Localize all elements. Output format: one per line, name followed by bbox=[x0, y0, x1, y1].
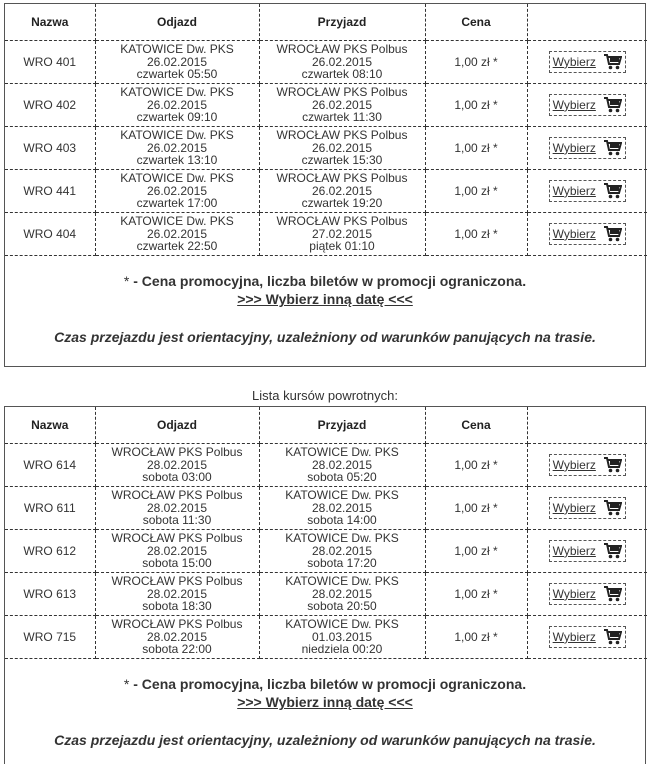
departure-cell bbox=[95, 530, 259, 573]
arrival-time: sobota 20:50 bbox=[307, 599, 377, 614]
select-button[interactable] bbox=[549, 223, 626, 245]
departure-place: KATOWICE Dw. PKS bbox=[120, 85, 234, 100]
cart-icon bbox=[604, 54, 622, 70]
arrival-date: 28.02.2015 bbox=[311, 500, 373, 515]
arrival-place: KATOWICE Dw. PKS bbox=[285, 531, 399, 546]
arrival-cell bbox=[259, 170, 425, 213]
other-date-link[interactable]: >>> Wybierz inną datę <<< bbox=[237, 694, 413, 710]
departure-place: KATOWICE Dw. PKS bbox=[120, 128, 234, 143]
notes bbox=[5, 659, 645, 748]
route-name: WRO 613 bbox=[5, 573, 95, 616]
select-button[interactable] bbox=[549, 454, 626, 476]
select-button[interactable] bbox=[549, 51, 626, 73]
header-name: Nazwa bbox=[5, 4, 95, 41]
header-arrival: Przyjazd bbox=[259, 407, 425, 444]
price-cell: 1,00 zł * bbox=[425, 530, 527, 573]
action-cell bbox=[527, 487, 647, 530]
departure-date: 26.02.2015 bbox=[146, 226, 208, 241]
route-row bbox=[5, 616, 647, 659]
route-name: WRO 611 bbox=[5, 487, 95, 530]
route-row bbox=[5, 127, 647, 170]
departure-date: 26.02.2015 bbox=[146, 54, 208, 69]
price-cell: 1,00 zł * bbox=[425, 41, 527, 84]
route-row bbox=[5, 84, 647, 127]
route-name: WRO 441 bbox=[5, 170, 95, 213]
departure-date: 28.02.2015 bbox=[146, 543, 208, 558]
header-action bbox=[527, 4, 647, 41]
departure-cell bbox=[95, 127, 259, 170]
select-button[interactable] bbox=[549, 626, 626, 648]
departure-date: 28.02.2015 bbox=[146, 586, 208, 601]
header-row bbox=[5, 407, 647, 444]
route-row bbox=[5, 213, 647, 256]
price-cell: 1,00 zł * bbox=[425, 84, 527, 127]
select-button-label: Wybierz bbox=[552, 140, 596, 155]
route-name: WRO 401 bbox=[5, 41, 95, 84]
departure-cell bbox=[95, 444, 259, 487]
price-cell: 1,00 zł * bbox=[425, 444, 527, 487]
arrival-time: sobota 05:20 bbox=[307, 470, 377, 485]
arrival-place: WROCŁAW PKS Polbus bbox=[276, 128, 408, 143]
select-button-label: Wybierz bbox=[552, 97, 596, 112]
route-row bbox=[5, 573, 647, 616]
arrival-cell bbox=[259, 127, 425, 170]
outbound-table bbox=[5, 4, 647, 256]
departure-cell bbox=[95, 170, 259, 213]
departure-time: sobota 15:00 bbox=[142, 556, 212, 571]
departure-place: WROCŁAW PKS Polbus bbox=[111, 445, 243, 460]
arrival-date: 26.02.2015 bbox=[311, 97, 373, 112]
arrival-time: niedziela 00:20 bbox=[301, 642, 383, 657]
price-cell: 1,00 zł * bbox=[425, 573, 527, 616]
arrival-date: 01.03.2015 bbox=[311, 629, 373, 644]
cart-icon bbox=[604, 183, 622, 199]
arrival-time: czwartek 15:30 bbox=[301, 153, 383, 168]
header-row bbox=[5, 4, 647, 41]
route-row bbox=[5, 487, 647, 530]
travel-time-note: Czas przejazdu jest orientacyjny, uzależniony od warunków panujących na trasie. bbox=[54, 732, 596, 748]
arrival-date: 27.02.2015 bbox=[311, 226, 373, 241]
header-name: Nazwa bbox=[5, 407, 95, 444]
arrival-place: WROCŁAW PKS Polbus bbox=[276, 214, 408, 229]
arrival-date: 28.02.2015 bbox=[311, 457, 373, 472]
cart-icon bbox=[604, 97, 622, 113]
departure-cell bbox=[95, 573, 259, 616]
departure-time: sobota 22:00 bbox=[142, 642, 212, 657]
departure-date: 28.02.2015 bbox=[146, 457, 208, 472]
action-cell bbox=[527, 573, 647, 616]
arrival-cell bbox=[259, 487, 425, 530]
header-departure: Odjazd bbox=[95, 4, 259, 41]
select-button-label: Wybierz bbox=[552, 543, 596, 558]
arrival-cell bbox=[259, 444, 425, 487]
select-button[interactable] bbox=[549, 583, 626, 605]
price-cell: 1,00 zł * bbox=[425, 170, 527, 213]
select-button-label: Wybierz bbox=[552, 586, 596, 601]
departure-cell bbox=[95, 616, 259, 659]
price-cell: 1,00 zł * bbox=[425, 616, 527, 659]
arrival-date: 28.02.2015 bbox=[311, 586, 373, 601]
select-button-label: Wybierz bbox=[552, 629, 596, 644]
select-button-label: Wybierz bbox=[552, 226, 596, 241]
select-button[interactable] bbox=[549, 540, 626, 562]
select-button[interactable] bbox=[549, 180, 626, 202]
route-row bbox=[5, 170, 647, 213]
departure-date: 28.02.2015 bbox=[146, 500, 208, 515]
departure-place: WROCŁAW PKS Polbus bbox=[111, 574, 243, 589]
arrival-place: KATOWICE Dw. PKS bbox=[285, 445, 399, 460]
departure-place: WROCŁAW PKS Polbus bbox=[111, 617, 243, 632]
departure-time: czwartek 05:50 bbox=[136, 67, 218, 82]
arrival-place: KATOWICE Dw. PKS bbox=[285, 488, 399, 503]
cart-icon bbox=[604, 586, 622, 602]
notes bbox=[5, 256, 645, 345]
route-name: WRO 403 bbox=[5, 127, 95, 170]
departure-cell bbox=[95, 487, 259, 530]
departure-time: czwartek 13:10 bbox=[136, 153, 218, 168]
arrival-cell bbox=[259, 41, 425, 84]
route-name: WRO 404 bbox=[5, 213, 95, 256]
arrival-time: sobota 17:20 bbox=[307, 556, 377, 571]
arrival-place: WROCŁAW PKS Polbus bbox=[276, 171, 408, 186]
departure-cell bbox=[95, 84, 259, 127]
arrival-time: piątek 01:10 bbox=[309, 239, 375, 254]
action-cell bbox=[527, 84, 647, 127]
promo-note bbox=[5, 273, 645, 289]
travel-time-note: Czas przejazdu jest orientacyjny, uzależniony od warunków panujących na trasie. bbox=[54, 329, 596, 345]
select-button[interactable] bbox=[549, 94, 626, 116]
cart-icon bbox=[604, 543, 622, 559]
price-cell: 1,00 zł * bbox=[425, 213, 527, 256]
arrival-cell bbox=[259, 530, 425, 573]
departure-time: sobota 03:00 bbox=[142, 470, 212, 485]
departure-time: sobota 11:30 bbox=[142, 513, 212, 528]
header-arrival: Przyjazd bbox=[259, 4, 425, 41]
return-table bbox=[5, 407, 647, 659]
route-name: WRO 715 bbox=[5, 616, 95, 659]
arrival-place: WROCŁAW PKS Polbus bbox=[276, 42, 408, 57]
select-button-label: Wybierz bbox=[552, 500, 596, 515]
departure-place: KATOWICE Dw. PKS bbox=[120, 214, 234, 229]
departure-time: sobota 18:30 bbox=[142, 599, 212, 614]
return-list-heading: Lista kursów powrotnych: bbox=[252, 388, 398, 403]
arrival-place: KATOWICE Dw. PKS bbox=[285, 574, 399, 589]
arrival-time: czwartek 11:30 bbox=[302, 110, 382, 125]
promo-text: - Cena promocyjna, liczba biletów w promocji ograniczona. bbox=[129, 273, 527, 289]
header-price: Cena bbox=[425, 4, 527, 41]
arrival-place: WROCŁAW PKS Polbus bbox=[276, 85, 408, 100]
promo-star: * bbox=[123, 273, 130, 289]
cart-icon bbox=[604, 629, 622, 645]
arrival-cell bbox=[259, 213, 425, 256]
arrival-date: 28.02.2015 bbox=[311, 543, 373, 558]
arrival-date: 26.02.2015 bbox=[311, 140, 373, 155]
action-cell bbox=[527, 530, 647, 573]
select-button-label: Wybierz bbox=[552, 54, 596, 69]
return-timetable bbox=[4, 406, 646, 764]
departure-date: 28.02.2015 bbox=[146, 629, 208, 644]
arrival-place: KATOWICE Dw. PKS bbox=[285, 617, 399, 632]
cart-icon bbox=[604, 226, 622, 242]
select-button-label: Wybierz bbox=[552, 183, 596, 198]
departure-cell bbox=[95, 41, 259, 84]
arrival-cell bbox=[259, 84, 425, 127]
arrival-time: czwartek 19:20 bbox=[301, 196, 383, 211]
departure-date: 26.02.2015 bbox=[146, 140, 208, 155]
select-button[interactable] bbox=[549, 137, 626, 159]
header-action bbox=[527, 407, 647, 444]
route-row bbox=[5, 41, 647, 84]
route-name: WRO 612 bbox=[5, 530, 95, 573]
header-departure: Odjazd bbox=[95, 407, 259, 444]
departure-date: 26.02.2015 bbox=[146, 97, 208, 112]
cart-icon bbox=[604, 457, 622, 473]
departure-place: WROCŁAW PKS Polbus bbox=[111, 531, 243, 546]
cart-icon bbox=[604, 500, 622, 516]
action-cell bbox=[527, 444, 647, 487]
departure-cell bbox=[95, 213, 259, 256]
select-button-label: Wybierz bbox=[552, 457, 596, 472]
price-cell: 1,00 zł * bbox=[425, 127, 527, 170]
action-cell bbox=[527, 170, 647, 213]
route-row bbox=[5, 444, 647, 487]
route-row bbox=[5, 530, 647, 573]
promo-note bbox=[5, 676, 645, 692]
promo-text: - Cena promocyjna, liczba biletów w promocji ograniczona. bbox=[129, 676, 527, 692]
promo-star: * bbox=[123, 676, 130, 692]
select-button[interactable] bbox=[549, 497, 626, 519]
outbound-timetable bbox=[4, 3, 646, 367]
arrival-cell bbox=[259, 616, 425, 659]
departure-time: czwartek 22:50 bbox=[136, 239, 218, 254]
departure-date: 26.02.2015 bbox=[146, 183, 208, 198]
arrival-time: sobota 14:00 bbox=[307, 513, 377, 528]
route-name: WRO 614 bbox=[5, 444, 95, 487]
action-cell bbox=[527, 127, 647, 170]
arrival-date: 26.02.2015 bbox=[311, 54, 373, 69]
cart-icon bbox=[604, 140, 622, 156]
header-price: Cena bbox=[425, 407, 527, 444]
arrival-date: 26.02.2015 bbox=[311, 183, 373, 198]
action-cell bbox=[527, 213, 647, 256]
arrival-time: czwartek 08:10 bbox=[301, 67, 383, 82]
route-name: WRO 402 bbox=[5, 84, 95, 127]
action-cell bbox=[527, 616, 647, 659]
other-date-link[interactable]: >>> Wybierz inną datę <<< bbox=[237, 291, 413, 307]
action-cell bbox=[527, 41, 647, 84]
departure-place: WROCŁAW PKS Polbus bbox=[111, 488, 243, 503]
departure-place: KATOWICE Dw. PKS bbox=[120, 171, 234, 186]
departure-time: czwartek 09:10 bbox=[136, 110, 218, 125]
departure-place: KATOWICE Dw. PKS bbox=[120, 42, 234, 57]
departure-time: czwartek 17:00 bbox=[136, 196, 218, 211]
arrival-cell bbox=[259, 573, 425, 616]
price-cell: 1,00 zł * bbox=[425, 487, 527, 530]
